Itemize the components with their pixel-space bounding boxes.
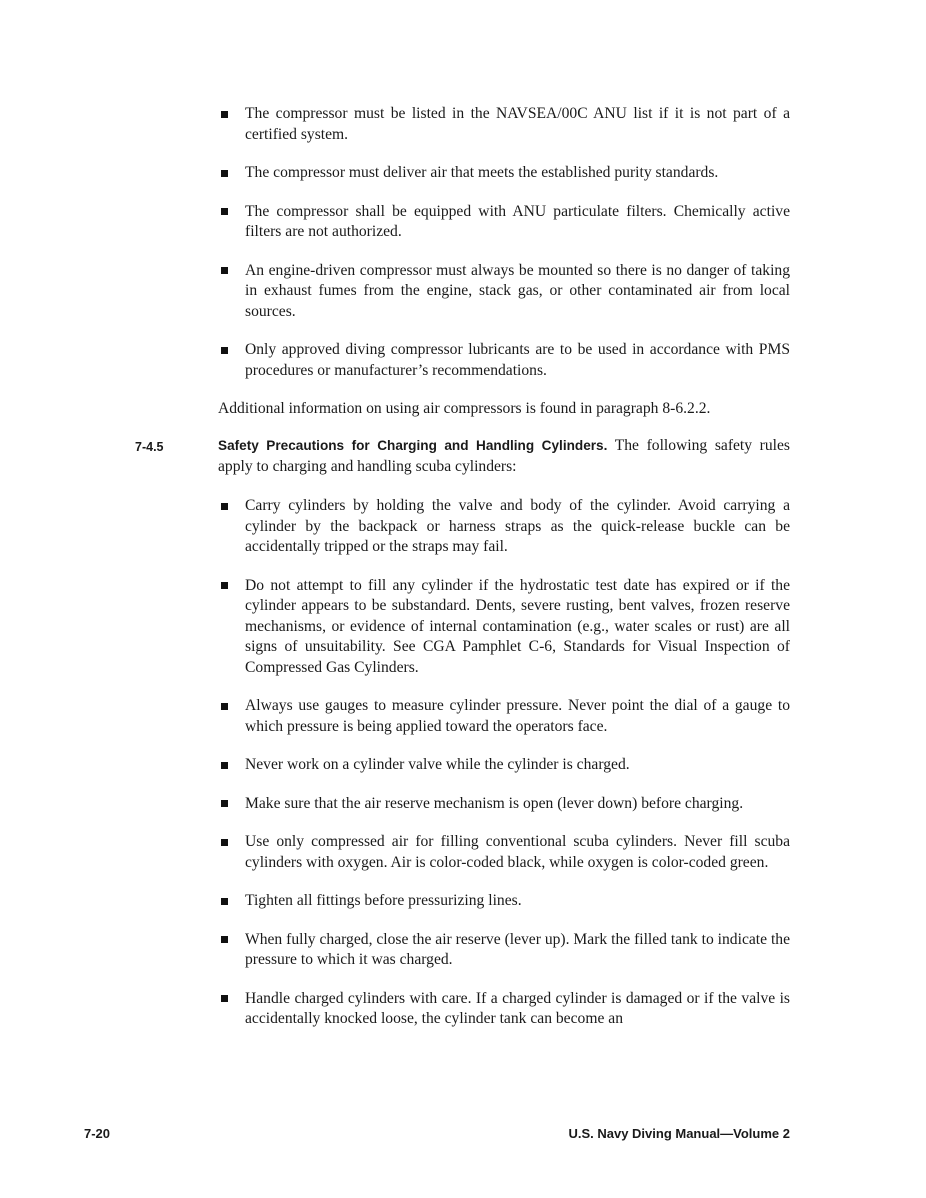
- list-item: When fully charged, close the air reserve (lever up). Mark the filled tank to indicate the pressure to which it was charged.: [218, 930, 790, 971]
- section-heading: Safety Precautions for Charging and Handling Cylinders.: [218, 438, 608, 453]
- list-item: An engine-driven compressor must always be mounted so there is no danger of taking in exhaust fumes from the engine, stack gas, or other contaminated air from local sources.: [218, 261, 790, 323]
- footer-manual-title: U.S. Navy Diving Manual—Volume 2: [568, 1126, 790, 1141]
- list-item: Use only compressed air for filling conventional scuba cylinders. Never fill scuba cylinders with oxygen. Air is color-coded black, while oxygen is color-coded green.: [218, 832, 790, 873]
- section-number: 7-4.5: [135, 440, 164, 454]
- bullet-square-icon: [221, 503, 228, 510]
- bullet-square-icon: [221, 208, 228, 215]
- list-item: Only approved diving compressor lubricants are to be used in accordance with PMS procedures or manufacturer’s recommendations.: [218, 340, 790, 381]
- list-item: Never work on a cylinder valve while the cylinder is charged.: [218, 755, 790, 776]
- footer-page-number: 7-20: [84, 1126, 111, 1141]
- safety-rules-list: [218, 496, 790, 1048]
- list-item: The compressor must be listed in the NAVSEA/00C ANU list if it is not part of a certified system.: [218, 104, 790, 145]
- list-item: The compressor must deliver air that meets the established purity standards.: [218, 163, 790, 184]
- list-item: Carry cylinders by holding the valve and body of the cylinder. Avoid carrying a cylinder by the backpack or harness straps as the quick-release buckle can be accidentally tripped or the straps may fail.: [218, 496, 790, 558]
- bullet-square-icon: [221, 936, 228, 943]
- additional-info-paragraph: Additional information on using air compressors is found in paragraph 8-6.2.2.: [218, 400, 711, 417]
- section-paragraph: [218, 436, 790, 477]
- section-intro: The following safety rules apply to charging and handling scuba cylinders:: [218, 437, 790, 475]
- compressor-requirements-list: [218, 104, 790, 399]
- list-item: Always use gauges to measure cylinder pressure. Never point the dial of a gauge to which pressure is being applied toward the operators face.: [218, 696, 790, 737]
- list-item: Do not attempt to fill any cylinder if the hydrostatic test date has expired or if the cylinder appears to be substandard. Dents, severe rusting, bent valves, frozen reserve mechanisms, or evidence of internal contamination (e.g., water scales or rust) are all signs of unsuitability. See CGA Pamphlet C-6, Standards for Visual Inspection of Compressed Gas Cylinders.: [218, 576, 790, 679]
- bullet-square-icon: [221, 839, 228, 846]
- list-item: Tighten all fittings before pressurizing lines.: [218, 891, 790, 912]
- list-item: Make sure that the air reserve mechanism is open (lever down) before charging.: [218, 794, 790, 815]
- list-item: The compressor shall be equipped with ANU particulate filters. Chemically active filters are not authorized.: [218, 202, 790, 243]
- bullet-square-icon: [221, 898, 228, 905]
- bullet-square-icon: [221, 267, 228, 274]
- bullet-square-icon: [221, 995, 228, 1002]
- bullet-square-icon: [221, 800, 228, 807]
- bullet-square-icon: [221, 347, 228, 354]
- bullet-square-icon: [221, 111, 228, 118]
- list-item: Handle charged cylinders with care. If a charged cylinder is damaged or if the valve is accidentally knocked loose, the cylinder tank can become an: [218, 989, 790, 1030]
- bullet-square-icon: [221, 582, 228, 589]
- bullet-square-icon: [221, 703, 228, 710]
- bullet-square-icon: [221, 762, 228, 769]
- bullet-square-icon: [221, 170, 228, 177]
